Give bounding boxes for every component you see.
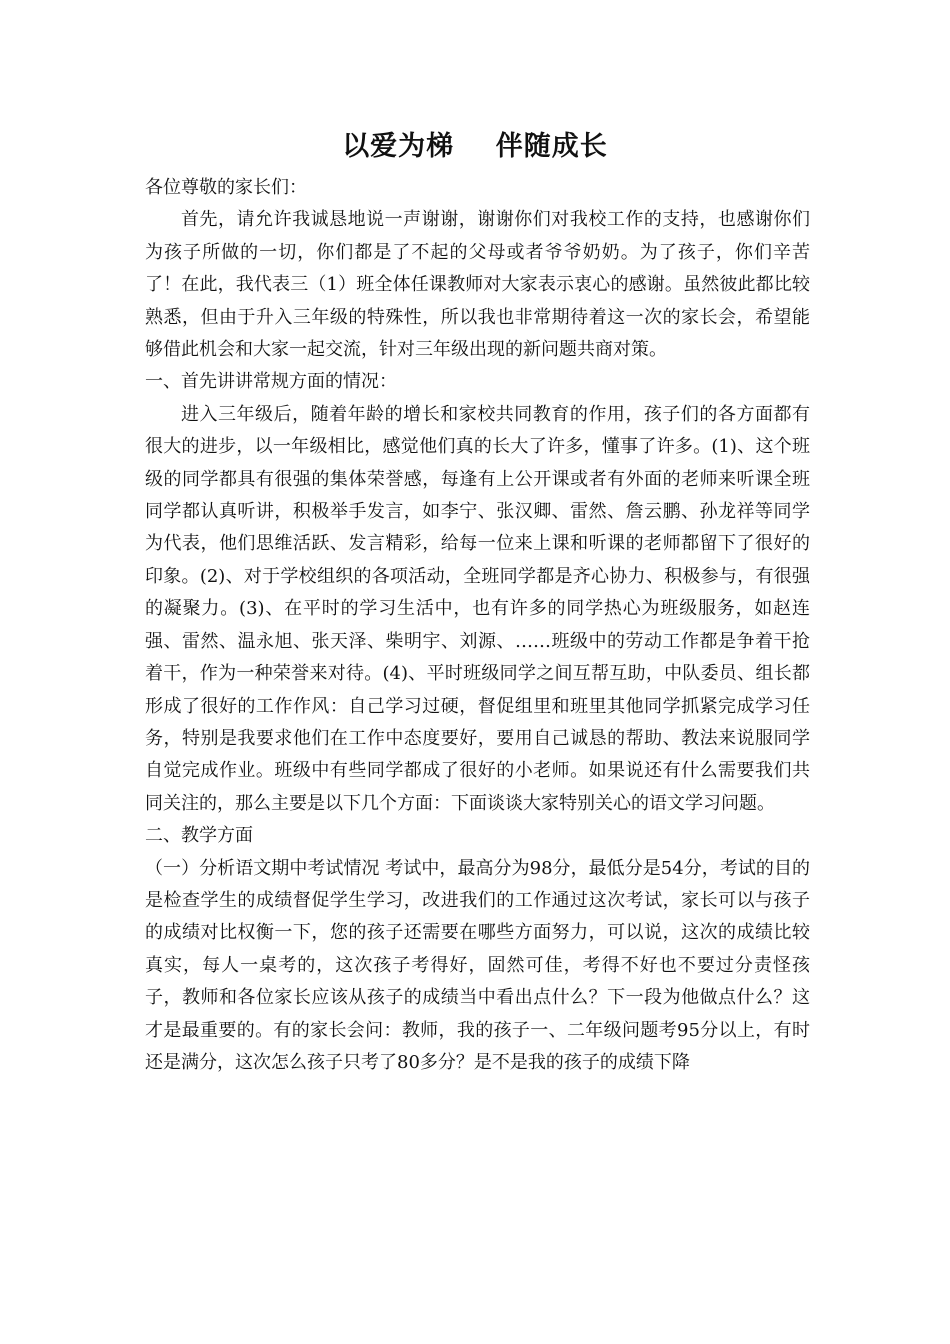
paragraph-routine: 进入三年级后，随着年龄的增长和家校共同教育的作用，孩子们的各方面都有很大的进步，以一年级相比，感觉他们真的长大了许多，懂事了许多。(1)、这个班级的同学都具有很强的集体荣誉感，每逢有上公开课或者有外面的老师来听课全班同学都认真听讲，积极举手发言，如李宁、张汉卿、雷然、詹云鹏、孙龙祥等同学为代表，他们思维活跃、发言精彩，给每一位来上课和听课的老师都留下了很好的印象。(2)、对于学校组织的各项活动，全班同学都是齐心协力、积极参与，有很强的凝聚力。(3)、在平时的学习生活中，也有许多的同学热心为班级服务，如赵连强、雷然、温永旭、张天泽、柴明宇、刘源、……班级中的劳动工作都是争着干抢着干，作为一种荣誉来对待。(4)、平时班级同学之间互帮互助，中队委员、组长都形成了很好的工作作风：自己学习过硬，督促组里和班里其他同学抓紧完成学习任务，特别是我要求他们在工作中态度要好，要用自己诚恳的帮助、教法来说服同学自觉完成作业。班级中有些同学都成了很好的小老师。如果说还有什么需要我们共同关注的，那么主要是以下几个方面：下面谈谈大家特别关心的语文学习问题。 — [145, 403, 810, 814]
section-heading-teaching: 二、教学方面 — [145, 825, 253, 847]
paragraph-intro: 首先，请允许我诚恳地说一声谢谢，谢谢你们对我校工作的支持，也感谢你们为孩子所做的一切，你们都是了不起的父母或者爷爷奶奶。为了孩子，你们辛苦了！在此，我代表三（1）班全体任课教师对大家表示衷心的感谢。虽然彼此都比较熟悉，但由于升入三年级的特殊性，所以我也非常期待着这一次的家长会，希望能够借此机会和大家一起交流，针对三年级出现的新问题共商对策。 — [145, 209, 810, 361]
document-body — [145, 172, 810, 1079]
paragraph-exam-analysis: （一）分析语文期中考试情况 考试中，最高分为98分，最低分是54分，考试的目的是检查学生的成绩督促学生学习，改进我们的工作通过这次考试，家长可以与孩子的成绩对比权衡一下，您的孩子还需要在哪些方面努力，可以说，这次的成绩比较真实，每人一桌考的，这次孩子考得好，固然可佳，考得不好也不要过分责怪孩子，教师和各位家长应该从孩子的成绩当中看出点什么？下一段为他做点什么？这才是最重要的。有的家长会问：教师，我的孩子一、二年级问题考95分以上，有时还是满分，这次怎么孩子只考了80多分？是不是我的孩子的成绩下降 — [145, 857, 810, 1073]
section-heading-routine: 一、首先讲讲常规方面的情况： — [145, 371, 397, 393]
document-title: 以爱为梯 伴随成长 — [342, 131, 608, 162]
salutation: 各位尊敬的家长们： — [145, 177, 307, 198]
